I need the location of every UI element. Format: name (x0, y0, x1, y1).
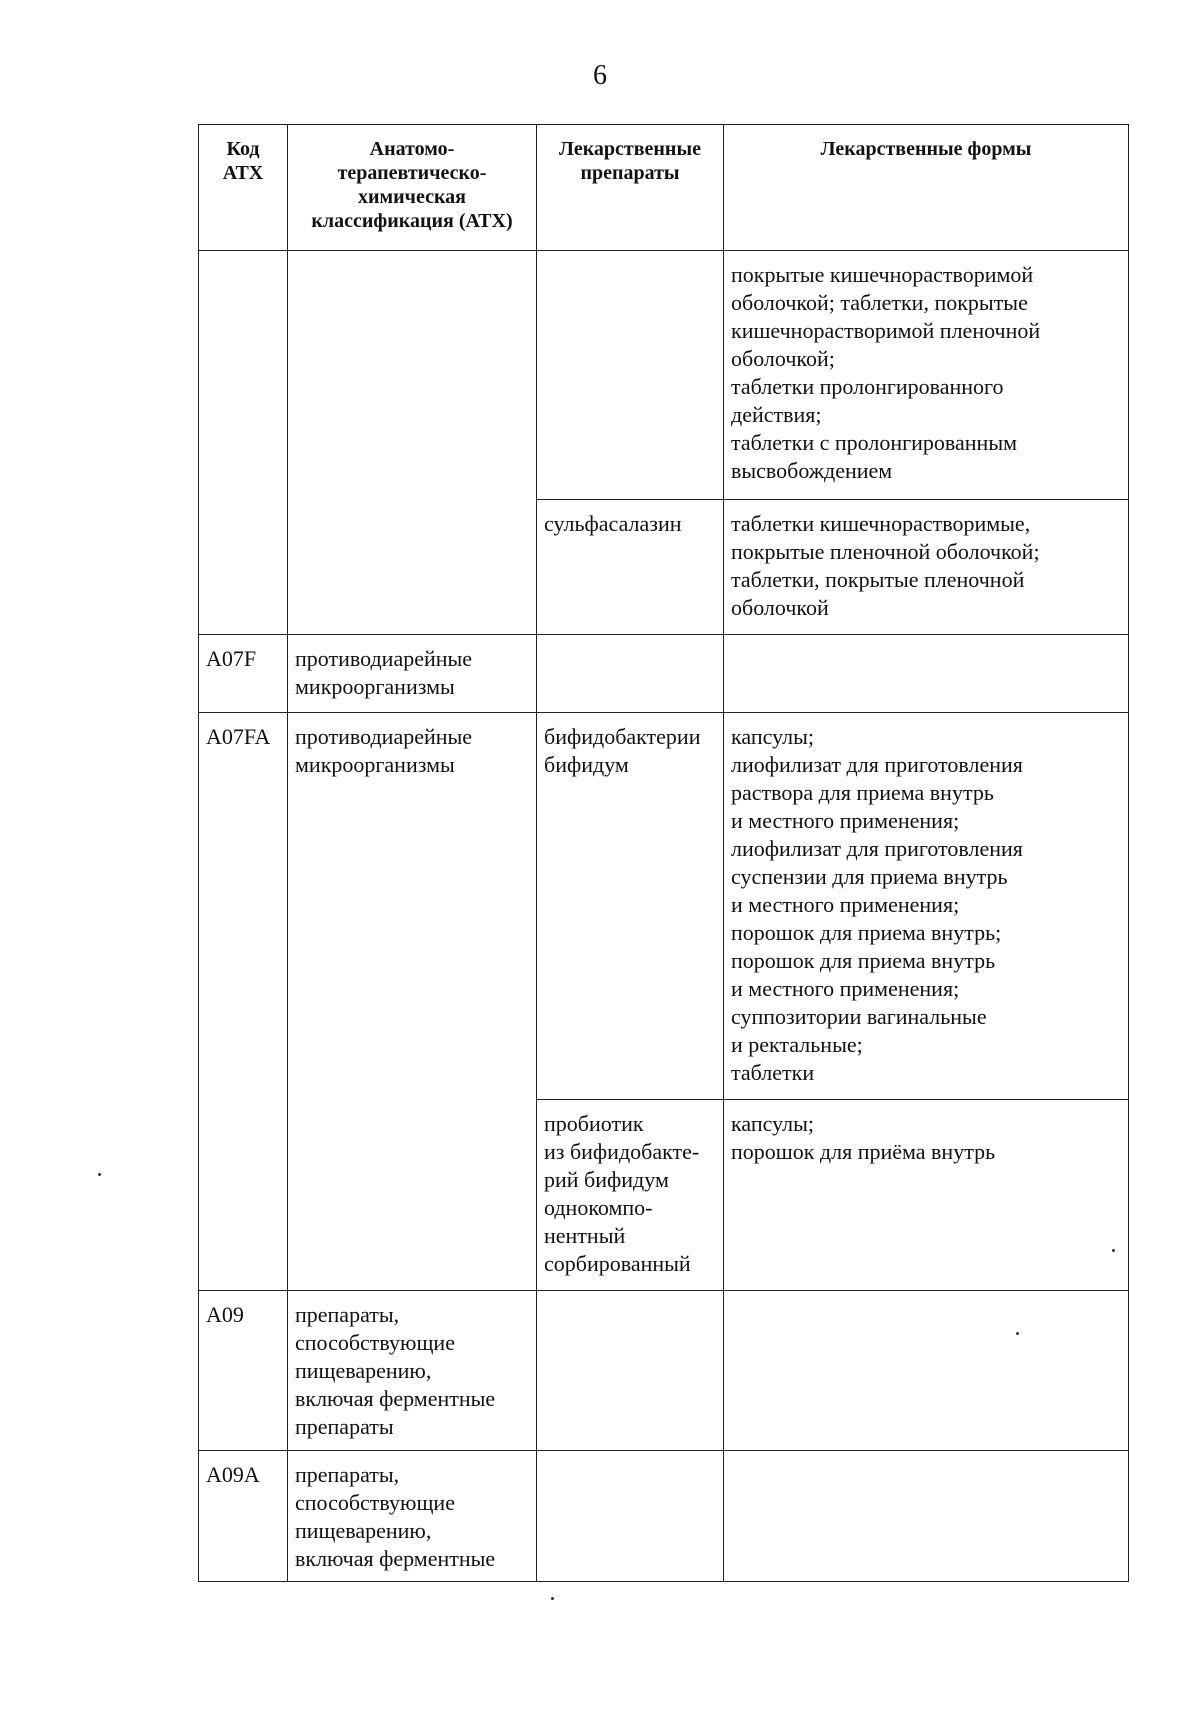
cell-forms (724, 1451, 1129, 1582)
cell-forms: таблетки кишечнорастворимые, покрытые пленочной оболочкой; таблетки, покрытые пленочной оболочкой (724, 500, 1129, 635)
cell-forms: покрытые кишечнорастворимой оболочкой; таблетки, покрытые кишечнорастворимой пленочной оболочкой; таблетки пролонгированного действия; таблетки с пролонгированным высвобождением (724, 251, 1129, 500)
cell-drug (537, 1451, 724, 1582)
cell-code: A09 (199, 1291, 288, 1451)
cell-forms: капсулы; порошок для приёма внутрь (724, 1100, 1129, 1291)
table-row (199, 251, 1129, 500)
cell-drug (537, 635, 724, 713)
table-row (199, 500, 1129, 635)
cell-classification (288, 1100, 537, 1291)
page-number: 6 (593, 60, 607, 91)
cell-classification: препараты, способствующие пищеварению, включая ферментные (288, 1451, 537, 1582)
cell-classification: препараты, способствующие пищеварению, включая ферментные препараты (288, 1291, 537, 1451)
cell-classification: противодиарейные микроорганизмы (288, 713, 537, 1100)
cell-classification: противодиарейные микроорганизмы (288, 635, 537, 713)
header-classification: Анатомо- терапевтическо- химическая классификация (АТХ) (288, 125, 537, 251)
cell-code (199, 1100, 288, 1291)
cell-classification (288, 251, 537, 500)
table-row (199, 1291, 1129, 1451)
cell-drug: бифидобактерии бифидум (537, 713, 724, 1100)
scan-dot (98, 1173, 101, 1176)
table-header-row (199, 125, 1129, 251)
header-forms: Лекарственные формы (724, 125, 1129, 251)
cell-forms: капсулы; лиофилизат для приготовления раствора для приема внутрь и местного применения; лиофилизат для приготовления суспензии для приема внутрь и местного применения; порошок для приема внутрь; порошок для приема внутрь и местного применения; суппозитории вагинальные и ректальные; таблетки (724, 713, 1129, 1100)
table-row (199, 713, 1129, 1100)
scan-dot (1016, 1332, 1019, 1335)
table-row (199, 1100, 1129, 1291)
table-row (199, 635, 1129, 713)
cell-drug: сульфасалазин (537, 500, 724, 635)
cell-forms (724, 635, 1129, 713)
cell-forms (724, 1291, 1129, 1451)
cell-code: A07FA (199, 713, 288, 1100)
cell-drug: пробиотик из бифидобакте- рий бифидум однокомпо- нентный сорбированный (537, 1100, 724, 1291)
table-row (199, 1451, 1129, 1582)
cell-drug (537, 1291, 724, 1451)
scan-dot (1112, 1249, 1115, 1252)
cell-code: A07F (199, 635, 288, 713)
cell-code (199, 251, 288, 500)
atc-table (198, 124, 1129, 1582)
header-drugs: Лекарственные препараты (537, 125, 724, 251)
scan-dot (551, 1597, 554, 1600)
cell-drug (537, 251, 724, 500)
cell-classification (288, 500, 537, 635)
header-code: Код АТХ (199, 125, 288, 251)
cell-code (199, 500, 288, 635)
cell-code: A09A (199, 1451, 288, 1582)
